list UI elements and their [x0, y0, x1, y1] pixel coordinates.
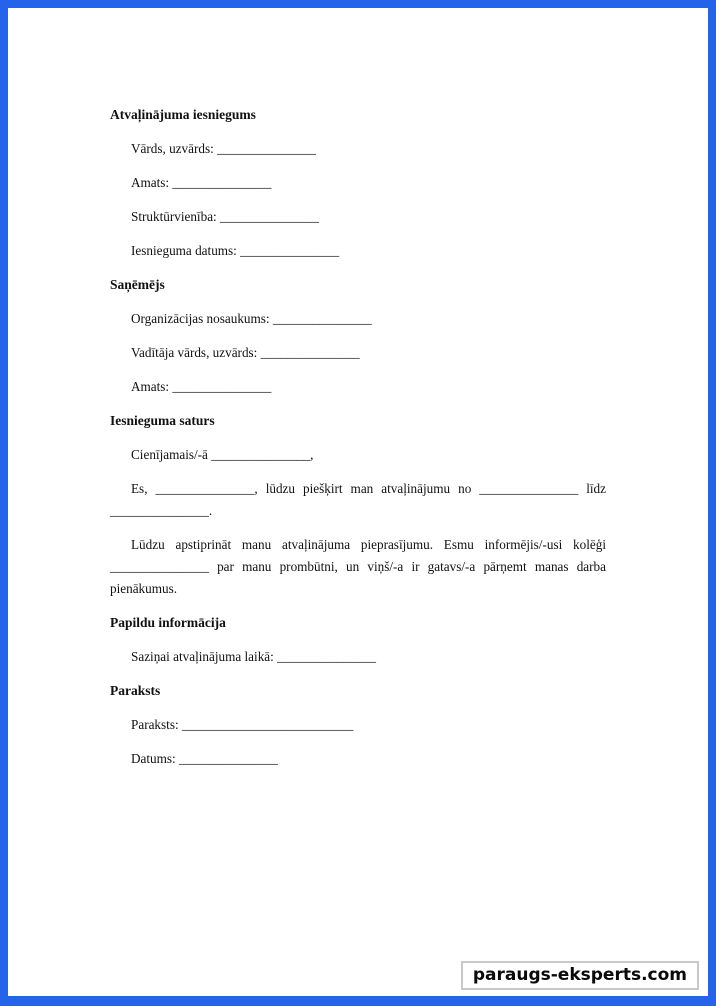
section-heading: Paraksts — [110, 683, 161, 698]
form-line-organization-name: Organizācijas nosaukums: _______________ — [131, 311, 372, 326]
form-content — [8, 8, 708, 770]
paragraph-confirmation: Lūdzu apstiprināt manu atvaļinājuma pieprasījumu. Esmu informējis/-usi kolēģi _______________ par manu prombūtni, un viņš/-a ir gatavs/-a pārņemt manas darba pienākumus. — [110, 537, 606, 596]
section-recipient — [110, 274, 606, 398]
section-heading: Iesnieguma saturs — [110, 413, 215, 428]
form-line-position: Amats: _______________ — [131, 175, 272, 190]
form-line-manager-name: Vadītāja vārds, uzvārds: _______________ — [131, 345, 360, 360]
section-heading: Papildu informācija — [110, 615, 226, 630]
section-heading: Saņēmējs — [110, 277, 165, 292]
watermark-badge: paraugs-eksperts.com — [461, 961, 699, 990]
form-line-contact-during-leave: Saziņai atvaļinājuma laikā: _______________ — [131, 649, 377, 664]
form-line-signature: Paraksts: __________________________ — [131, 717, 354, 732]
form-line-application-date: Iesnieguma datums: _______________ — [131, 243, 340, 258]
section-signature — [110, 680, 606, 770]
section-heading: Atvaļinājuma iesniegums — [110, 107, 256, 122]
form-line-name: Vārds, uzvārds: _______________ — [131, 141, 316, 156]
form-line-recipient-position: Amats: _______________ — [131, 379, 272, 394]
form-line-date: Datums: _______________ — [131, 751, 278, 766]
section-applicant — [110, 104, 606, 262]
form-line-department: Struktūrvienība: _______________ — [131, 209, 319, 224]
form-line-salutation: Cienījamais/-ā _______________, — [131, 447, 314, 462]
paragraph-request: Es, _______________, lūdzu piešķirt man atvaļinājumu no _______________ līdz _______________. — [110, 481, 606, 518]
section-application-body — [110, 410, 606, 600]
section-additional-info — [110, 612, 606, 668]
